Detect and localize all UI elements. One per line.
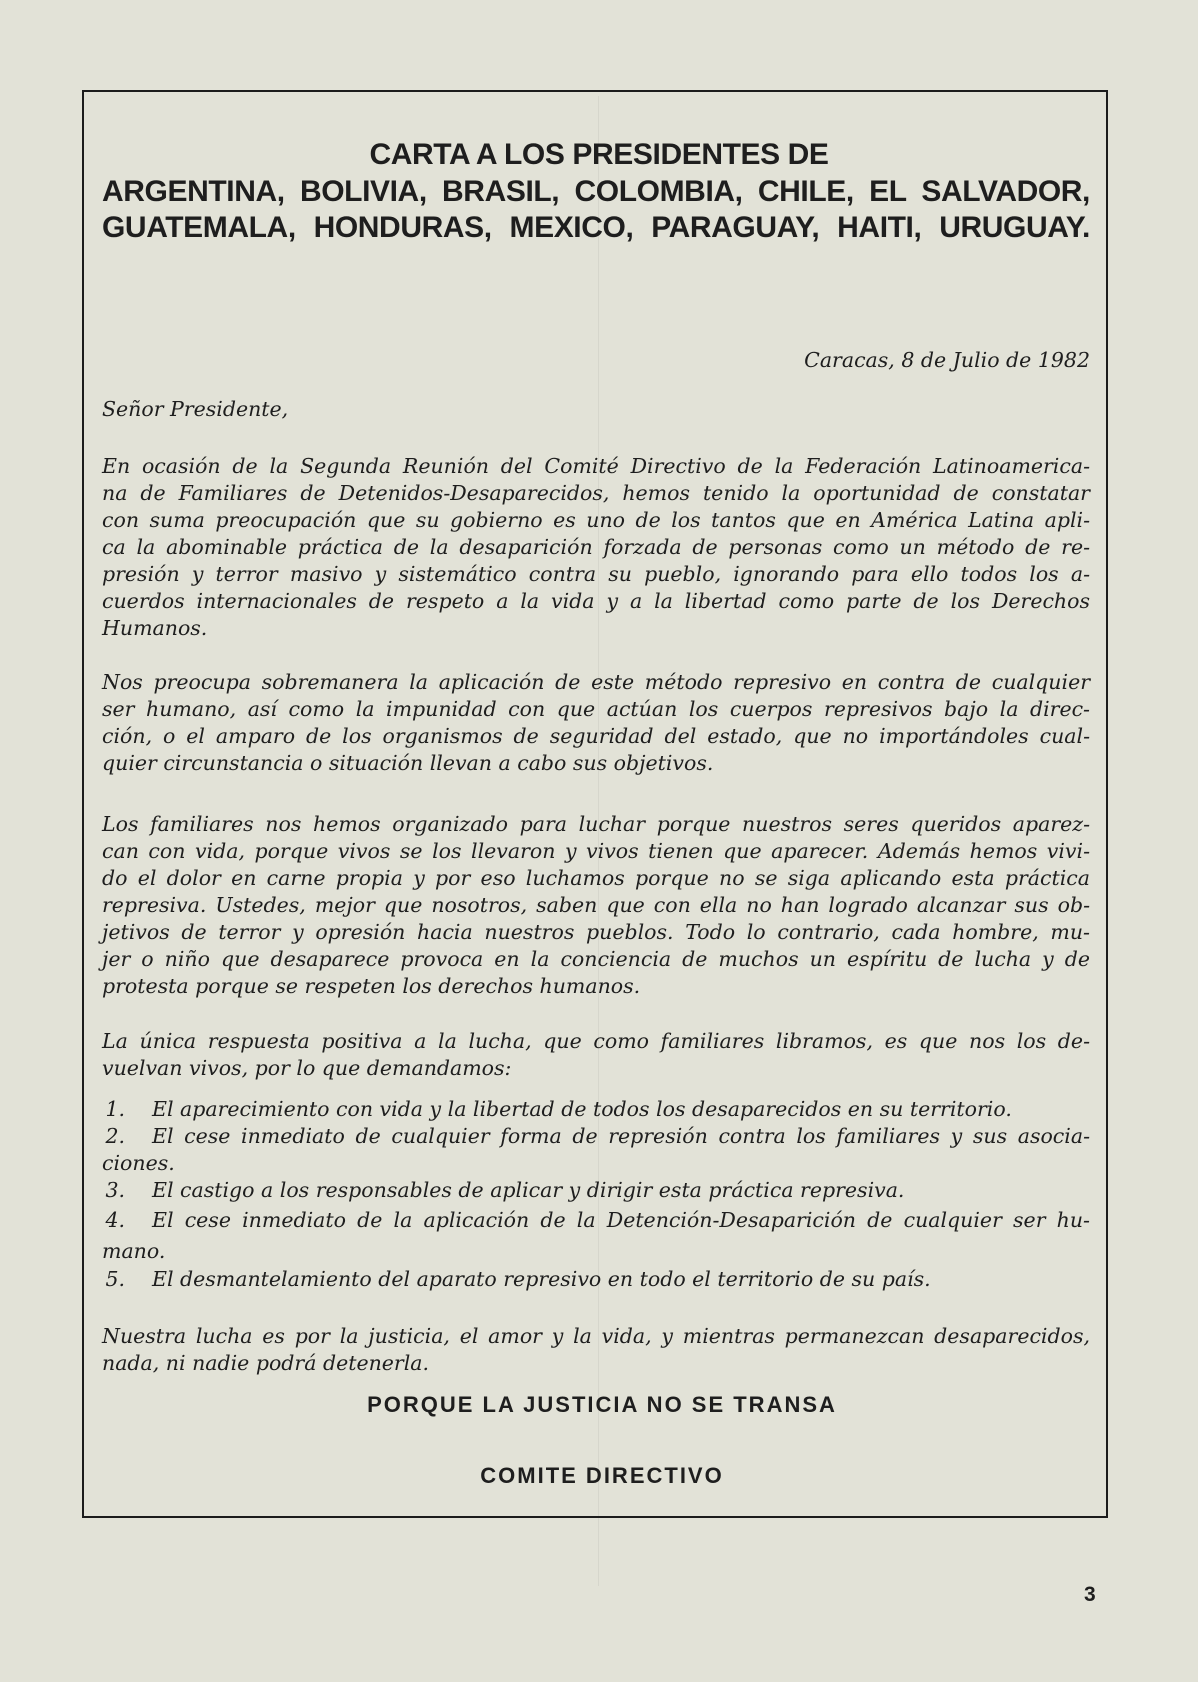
title-line-3: GUATEMALA, HONDURAS, MEXICO, PARAGUAY, HAITI, URUGUAY. <box>102 211 1090 244</box>
demand-line: El desmantelamiento del aparato represivo en todo el territorio de su país. <box>152 1267 931 1291</box>
demand-number: 2. <box>105 1124 125 1148</box>
paragraph-line: vuelvan vivos, por lo que demandamos: <box>102 1056 512 1080</box>
paragraph-line: con suma preocupación que su gobierno es uno de los tantos que en América Latina apli- <box>102 508 1090 532</box>
paragraph-line: Humanos. <box>102 616 208 640</box>
slogan: PORQUE LA JUSTICIA NO SE TRANSA <box>367 1392 837 1417</box>
page-number: 3 <box>1084 1583 1096 1606</box>
paragraph-line: ca la abominable práctica de la desaparición forzada de personas como un método de re- <box>102 535 1090 559</box>
paragraph-line: quier circunstancia o situación llevan a cabo sus objetivos. <box>102 751 714 775</box>
paragraph-line: ser humano, así como la impunidad con que actúan los cuerpos represivos bajo la direc- <box>102 697 1090 721</box>
demand-item-5 <box>102 1266 1090 1293</box>
paragraph-1 <box>102 453 1090 642</box>
demand-line: ciones. <box>102 1151 175 1175</box>
demand-item-4 <box>102 1207 1090 1265</box>
letter-title <box>102 137 1090 247</box>
paragraph-3 <box>102 811 1090 1000</box>
paragraph-line: Nuestra lucha es por la justicia, el amor y la vida, y mientras permanezcan desaparecidos, <box>102 1324 1090 1348</box>
demands-list <box>102 1096 1090 1293</box>
paragraph-line: En ocasión de la Segunda Reunión del Comité Directivo de la Federación Latinoamerica- <box>102 454 1090 478</box>
demand-line: El castigo a los responsables de aplicar y dirigir esta práctica represiva. <box>152 1178 905 1202</box>
signature: COMITE DIRECTIVO <box>480 1463 724 1488</box>
paragraph-line: cuerdos internacionales de respeto a la vida y a la libertad como parte de los Derechos <box>102 589 1090 613</box>
demand-line: El cese inmediato de cualquier forma de represión contra los familiares y sus asocia- <box>152 1124 1090 1148</box>
demand-number: 5. <box>105 1267 125 1291</box>
letter-frame <box>82 90 1108 1518</box>
title-line-2: ARGENTINA, BOLIVIA, BRASIL, COLOMBIA, CHILE, EL SALVADOR, <box>102 174 1090 208</box>
paragraph-line: Los familiares nos hemos organizado para luchar porque nuestros seres queridos aparez- <box>102 812 1090 836</box>
title-line-1: CARTA A LOS PRESIDENTES DE <box>369 138 829 171</box>
paragraph-line: represiva. Ustedes, mejor que nosotros, saben que con ella no han logrado alcanzar sus ob- <box>102 893 1090 917</box>
paragraph-line: ción, o el amparo de los organismos de seguridad del estado, que no importándoles cual- <box>102 724 1090 748</box>
paragraph-line: La única respuesta positiva a la lucha, que como familiares libramos, es que nos los de- <box>102 1029 1090 1053</box>
paragraph-line: jetivos de terror y opresión hacia nuestros pueblos. Todo lo contrario, cada hombre, mu- <box>102 920 1090 944</box>
paragraph-line: protesta porque se respeten los derechos humanos. <box>102 974 641 998</box>
demand-item-1 <box>102 1096 1090 1123</box>
demand-number: 3. <box>105 1178 125 1202</box>
salutation: Señor Presidente, <box>102 397 289 421</box>
demand-line: mano. <box>102 1239 166 1263</box>
paragraph-2 <box>102 669 1090 777</box>
demand-line: El cese inmediato de la aplicación de la Detención-Desaparición de cualquier ser hu- <box>152 1208 1090 1232</box>
paragraph-4 <box>102 1028 1090 1082</box>
demand-line: El aparecimiento con vida y la libertad de todos los desaparecidos en su territorio. <box>152 1097 1012 1121</box>
paragraph-line: can con vida, porque vivos se los llevaron y vivos tienen que aparecer. Además hemos vivi- <box>102 839 1090 863</box>
paragraph-line: na de Familiares de Detenidos-Desaparecidos, hemos tenido la oportunidad de constatar <box>102 481 1090 505</box>
place-date: Caracas, 8 de Julio de 1982 <box>804 348 1090 372</box>
demand-number: 4. <box>105 1208 125 1232</box>
paragraph-line: do el dolor en carne propia y por eso luchamos porque no se siga aplicando esta práctica <box>102 866 1090 890</box>
paragraph-line: presión y terror masivo y sistemático contra su pueblo, ignorando para ello todos los a- <box>102 562 1090 586</box>
closing-paragraph <box>102 1323 1090 1377</box>
paragraph-line: jer o niño que desaparece provoca en la conciencia de muchos un espíritu de lucha y de <box>102 947 1090 971</box>
demand-item-2 <box>102 1123 1090 1177</box>
demand-number: 1. <box>105 1097 125 1121</box>
demand-item-3 <box>102 1177 1090 1204</box>
paragraph-line: nada, ni nadie podrá detenerla. <box>102 1351 430 1375</box>
paragraph-line: Nos preocupa sobremanera la aplicación de este método represivo en contra de cualquier <box>102 670 1090 694</box>
